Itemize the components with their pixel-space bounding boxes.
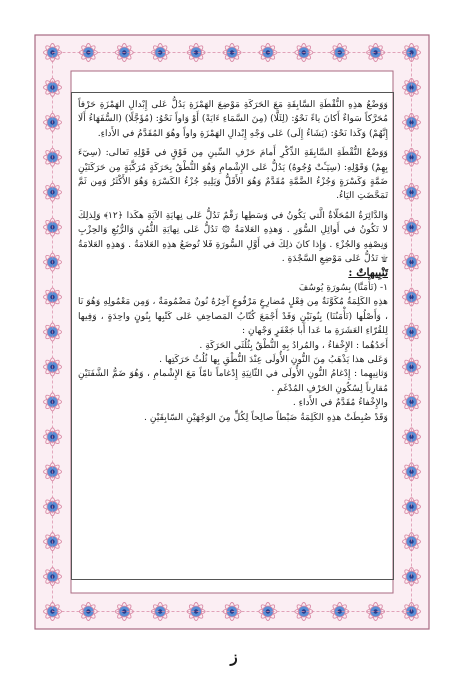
note-item: ١- (تَأْمَنَّا) بِسُورَةِ يُوسُفَ bbox=[298, 281, 388, 293]
paragraph: وَالدَّائِرَةُ المُحَلّاةُ الَّتي يَكُونُ في وَسَطِها رَقْمٌ تَدُلُّ عَلى نِهايَةِ الآيَةِ هكَذا ﴿١٢﴾ وَلِذلِكَ لا تَكُونُ في أَوائِلِ السُّوَرِ . وَهذِهِ العَلامَةُ ۞ تَدُلُّ عَلى نِهايَةِ الثُّمُنِ وَالرُّبُعِ وَالحِزْبِ وَنِصْفِهِ وَالجُزْءِ . وَإِذا كانَ ذلِكَ في أَوَّلِ السُّورَةِ فَلا تُوضَعُ هذِهِ العَلامَةُ . وَهذِهِ العَلامَةُ ۩ تَدُلُّ عَلى مَوْضِعِ السَّجْدَةِ . bbox=[78, 209, 389, 265]
paragraph: وَوَضْعُ النُّقْطَةِ السَّابِقَةِ الذِّكْرِ أَمامَ حَرْفِ السِّينِ مِن فَوْقٍ في قَوْلِهِ تَعالى: (سِيٓءَ بِهِمْ) وَقَوْلِهِ: (سِيٓـَٔتْ وُجُوهُ) يَدُلُّ عَلى الإِشْمامِ وَهُوَ النُّطْقُ بِحَرَكَةٍ مُرَكَّبَةٍ مِن حَرَكَتَيْنِ ضَمَّةٍ وَكَسْرَةٍ وَجُزْءُ الضَّمَّةِ مُقَدَّمٌ وَهُوَ الأَقَلُّ وَيَلِيهِ جُزْءُ الكَسْرَةِ وَهُوَ الأَكْثَرُ وَمِن ثَمَّ تَمَحَّضَتِ اليَاءُ. bbox=[78, 147, 388, 202]
note-item: وَعَلى هذا يَذْهَبُ مِنَ النُّونِ الأُولَى عِنْدَ النُّطْقِ بِها ثُلُثُ حَرَكَتِها . bbox=[159, 353, 388, 365]
paragraph: وَوَضْعُ هذِهِ النُّقْطَةِ السَّابِقَةِ مَعَ الحَرَكَةِ مَوْضِعَ الهَمْزَةِ يَدُلُّ عَلى إِبْدالِ الهَمْزَةِ حَرْفاً مُحَرَّكاً سَواءٌ أَكانَ ياءً نَحْوُ: (لِئَلَّا) (مِنَ السَّمَاءِ ءَايَةً) أَوْ وَاواً نَحْوُ: (مُؤَجَّلًا) (السُّفَهَاءُ أَلَا إِنَّهُمْ) وَكَذا نَحْوُ: (يَشَاءُ إِلَى) عَلى وَجْهِ إِبْدالِ الهَمْزَةِ واواً وهُوَ المُقَدَّمُ في الأَداءِ. bbox=[78, 99, 388, 139]
note-item: هذِهِ الكَلِمَةُ مُكَوَّنَةٌ مِن فِعْلٍ مُضارِعٍ مَرْفُوعٍ آخِرُهُ نُونٌ مَضْمُومَةٌ ، وَمِن مَعْمُولِهِ وَهُوَ نَا ، وَأَصْلُها (تَأْمَنُنَا) بِنُونَيْنِ وَقَدْ أَجْمَعَ كُتّابُ المَصاحِفِ عَلى كَتْبِها بِنُونٍ واحِدَةٍ ، وَفِيها لِلقُرّاءِ العَشَرَةِ ما عَدا أَبا جَعْفَرٍ وَجْهانِ : bbox=[77, 296, 388, 337]
note-item: وَثانِيهِما : إِدْغامُ النُّونِ الأُولَى في الثّانِيَةِ إِدْغاماً تامّاً مَعَ الإِشْمامِ ، وَهُوَ ضَمُّ الشَّفَتَيْنِ مُقارِناً لِسُكُونِ الحَرْفِ المُدْغَمِ . bbox=[78, 368, 388, 394]
page-number: ز bbox=[230, 648, 238, 666]
page-body bbox=[78, 98, 388, 578]
note-item: وَقَدْ ضُبِطَتْ هذِهِ الكَلِمَةُ ضَبْطاً صالِحاً لِكُلٍّ مِنَ الوَجْهَيْنِ السّابِقَيْنِ . bbox=[144, 411, 388, 423]
note-item: والإِخْفاءُ مُقَدَّمٌ في الأَداءِ . bbox=[292, 397, 388, 409]
note-item: أَحَدُهُما : الإِخْفاءُ ، والمُرادُ بِهِ النُّطْقُ بِثُلُثَي الحَرَكَةِ . bbox=[199, 339, 388, 351]
notes-heading: تَنْبِيهاتٌ : bbox=[348, 266, 388, 280]
